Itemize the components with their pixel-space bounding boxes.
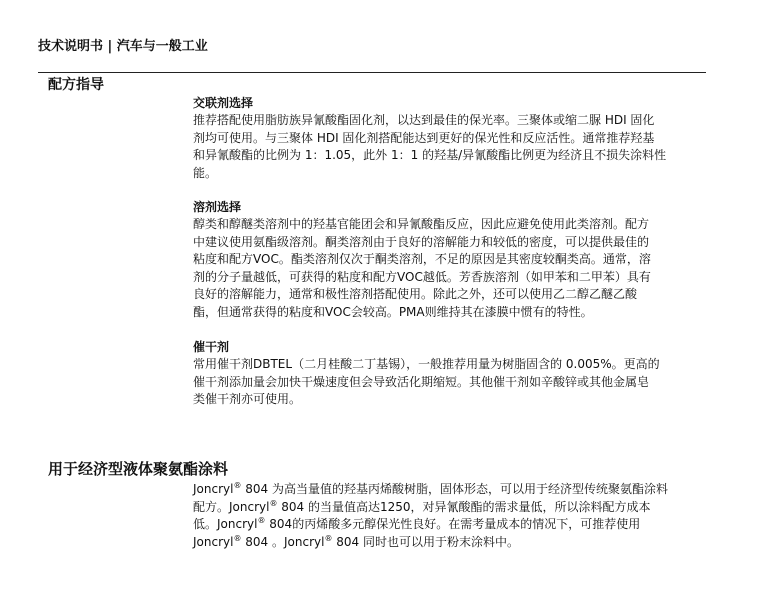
text-run: 804 的当量值高达1250，对异氰酸酯的需求量低，所以涂料配方成本 <box>277 499 651 514</box>
catalyst-block <box>193 339 713 409</box>
paragraph-line: 常用催干剂DBTEL（二月桂酸二丁基锡），一般推荐用量为树脂固含的 0.005%。更高的 <box>193 357 660 371</box>
paragraph-line <box>193 516 718 534</box>
paragraph-line <box>193 534 718 552</box>
header-divider <box>38 72 706 73</box>
paragraph-line: 类催干剂亦可使用。 <box>193 392 302 406</box>
solvent-heading: 溶剂选择 <box>193 200 242 214</box>
document-header: 技术说明书 | 汽车与一般工业 <box>38 39 208 54</box>
section-title-economy-pu: 用于经济型液体聚氨酯涂料 <box>48 460 229 478</box>
catalyst-paragraph <box>193 356 713 409</box>
registered-mark: ® <box>324 533 333 543</box>
paragraph-line <box>193 481 718 499</box>
paragraph-line: 剂均可使用。与三聚体 HDI 固化剂搭配能达到更好的保光性和反应活性。通常推荐羟基 <box>193 130 655 145</box>
text-run: 低。 <box>193 517 218 531</box>
joncryl-paragraph <box>193 481 718 551</box>
paragraph-line <box>193 499 718 517</box>
section-title-formulation: 配方指导 <box>48 77 104 93</box>
brand-name: Joncryl <box>193 534 234 549</box>
crosslinker-paragraph <box>193 112 713 182</box>
crosslinker-heading: 交联剂选择 <box>193 96 254 110</box>
paragraph-line: 催干剂添加量会加快干燥速度但会导致活化期缩短。其他催干剂如辛酸锌或其他金属皂 <box>193 374 650 389</box>
registered-mark: ® <box>269 498 278 508</box>
paragraph-line: 酯，但通常获得的粘度和VOC会较高。PMA则维持其在漆膜中惯有的特性。 <box>193 304 593 319</box>
brand-name: Joncryl <box>229 499 270 514</box>
solvent-paragraph <box>193 216 713 321</box>
text-run: 804 为高当量值的羟基丙烯酸树脂，固体形态，可以用于经济型传统聚氨酯涂料 <box>241 482 668 496</box>
paragraph-line: 和异氰酸酯的比例为 1：1.05，此外 1：1 的羟基/异氰酸酯比例更为经济且不损失涂料性 <box>193 148 667 162</box>
crosslinker-block <box>193 95 713 182</box>
registered-mark: ® <box>257 516 266 525</box>
solvent-block <box>193 199 713 321</box>
text-run: 804 同时也可以用于粉末涂料中。 <box>332 534 519 549</box>
paragraph-line: 醇类和醇醚类溶剂中的羟基官能团会和异氰酸酯反应，因此应避免使用此类溶剂。配方 <box>193 217 650 231</box>
brand-name: Joncryl <box>217 517 258 531</box>
paragraph-line: 推荐搭配使用脂肪族异氰酸酯固化剂，以达到最佳的保光率。三聚体或缩二脲 HDI 固化 <box>193 113 655 127</box>
brand-name: Joncryl <box>193 482 234 496</box>
paragraph-line: 剂的分子量越低，可获得的粘度和配方VOC越低。芳香族溶剂（如甲苯和二甲苯）具有 <box>193 269 651 284</box>
paragraph-line: 中建议使用氨酯级溶剂。酮类溶剂由于良好的溶解能力和较低的密度，可以提供最佳的 <box>193 234 650 249</box>
paragraph-line: 良好的溶解能力，通常和极性溶剂搭配使用。除此之外，还可以使用乙二醇乙醚乙酸 <box>193 287 638 301</box>
text-run: 配方。 <box>193 499 230 514</box>
paragraph-line: 粘度和配方VOC。酯类溶剂仅次于酮类溶剂，不足的原因是其密度较酮类高。通常，溶 <box>193 252 651 266</box>
paragraph-line: 能。 <box>193 165 218 180</box>
brand-name: Joncryl <box>284 534 325 549</box>
text-run: 804 。 <box>241 534 284 549</box>
text-run: 804的丙烯酸多元醇保光性良好。在需考量成本的情况下，可推荐使用 <box>265 517 641 531</box>
catalyst-heading: 催干剂 <box>193 340 230 354</box>
registered-mark: ® <box>233 481 242 490</box>
registered-mark: ® <box>233 533 242 543</box>
